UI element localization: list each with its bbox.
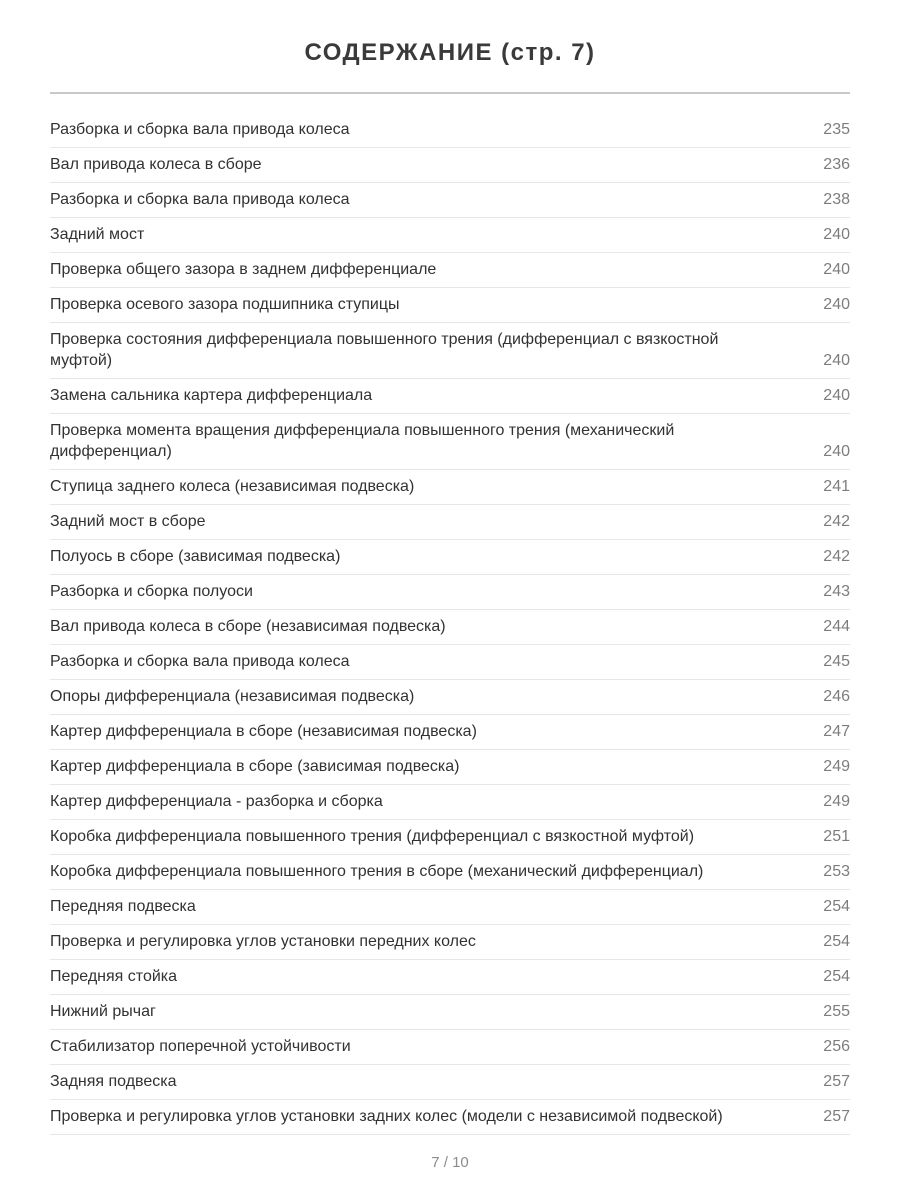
toc-entry[interactable] [50, 1100, 850, 1135]
toc-entry-page: 257 [823, 1108, 850, 1125]
toc-entry-title: Картер дифференциала - разборка и сборка [50, 793, 383, 810]
toc-entry[interactable] [50, 645, 850, 680]
toc-entry-title: Задняя подвеска [50, 1073, 177, 1090]
toc-entry[interactable] [50, 218, 850, 253]
toc-entry[interactable] [50, 288, 850, 323]
toc-entry[interactable] [50, 855, 850, 890]
toc-entry-title: Проверка и регулировка углов установки передних колес [50, 933, 476, 950]
toc-entry-title: Задний мост [50, 226, 145, 243]
toc-entry-title: Картер дифференциала в сборе (зависимая подвеска) [50, 758, 460, 775]
toc-entry-page: 249 [823, 758, 850, 775]
toc-entry-title: Вал привода колеса в сборе (независимая подвеска) [50, 618, 446, 635]
toc-entry-page: 240 [823, 387, 850, 404]
toc-entry-title: Задний мост в сборе [50, 513, 206, 530]
toc-entry-title: Коробка дифференциала повышенного трения (дифференциал с вязкостной муфтой) [50, 828, 695, 845]
toc-entry[interactable] [50, 323, 850, 379]
toc-list [50, 113, 850, 1135]
toc-entry[interactable] [50, 414, 850, 470]
toc-entry-page: 245 [823, 653, 850, 670]
toc-entry[interactable] [50, 183, 850, 218]
toc-entry[interactable] [50, 113, 850, 148]
toc-entry[interactable] [50, 890, 850, 925]
toc-entry-page: 249 [823, 793, 850, 810]
toc-entry-page: 240 [823, 443, 850, 460]
toc-entry-title: Вал привода колеса в сборе [50, 156, 262, 173]
toc-entry[interactable] [50, 995, 850, 1030]
toc-entry[interactable] [50, 1030, 850, 1065]
toc-entry-title: Ступица заднего колеса (независимая подвеска) [50, 478, 415, 495]
toc-entry-title: Нижний рычаг [50, 1003, 156, 1020]
page-title: СОДЕРЖАНИЕ (стр. 7) [304, 39, 596, 66]
toc-entry-page: 251 [823, 828, 850, 845]
toc-entry-title: Замена сальника картера дифференциала [50, 387, 373, 404]
toc-entry[interactable] [50, 505, 850, 540]
toc-entry[interactable] [50, 575, 850, 610]
toc-entry-page: 240 [823, 226, 850, 243]
toc-entry-title: Проверка момента вращения дифференциала повышенного трения (механический дифференциал) [50, 422, 675, 460]
toc-entry-page: 254 [823, 968, 850, 985]
toc-entry-page: 242 [823, 513, 850, 530]
toc-entry-title: Разборка и сборка вала привода колеса [50, 653, 350, 670]
toc-entry[interactable] [50, 1065, 850, 1100]
toc-entry-page: 238 [823, 191, 850, 208]
toc-entry-page: 254 [823, 933, 850, 950]
toc-entry[interactable] [50, 960, 850, 995]
toc-entry-page: 247 [823, 723, 850, 740]
toc-entry-title: Разборка и сборка вала привода колеса [50, 121, 350, 138]
toc-entry-title: Проверка состояния дифференциала повышенного трения (дифференциал с вязкостной муфтой) [50, 331, 719, 369]
toc-entry[interactable] [50, 785, 850, 820]
toc-entry-page: 257 [823, 1073, 850, 1090]
toc-entry-title: Проверка общего зазора в заднем дифференциале [50, 261, 437, 278]
toc-entry-title: Опоры дифференциала (независимая подвеска) [50, 688, 415, 705]
toc-entry-page: 240 [823, 296, 850, 313]
toc-entry-page: 235 [823, 121, 850, 138]
toc-entry-title: Полуось в сборе (зависимая подвеска) [50, 548, 341, 565]
toc-entry-page: 253 [823, 863, 850, 880]
toc-entry-page: 244 [823, 618, 850, 635]
toc-entry-page: 243 [823, 583, 850, 600]
toc-entry[interactable] [50, 470, 850, 505]
toc-entry-page: 256 [823, 1038, 850, 1055]
toc-entry-title: Коробка дифференциала повышенного трения в сборе (механический дифференциал) [50, 863, 704, 880]
toc-entry-title: Картер дифференциала в сборе (независимая подвеска) [50, 723, 477, 740]
toc-entry[interactable] [50, 715, 850, 750]
toc-entry-title: Передняя подвеска [50, 898, 196, 915]
toc-entry[interactable] [50, 610, 850, 645]
toc-entry-page: 241 [823, 478, 850, 495]
toc-entry-title: Передняя стойка [50, 968, 178, 985]
toc-entry-page: 242 [823, 548, 850, 565]
toc-entry-title: Разборка и сборка полуоси [50, 583, 253, 600]
toc-entry-page: 255 [823, 1003, 850, 1020]
toc-entry-page: 240 [823, 261, 850, 278]
toc-entry-title: Проверка осевого зазора подшипника ступицы [50, 296, 400, 313]
toc-entry[interactable] [50, 925, 850, 960]
toc-entry-page: 246 [823, 688, 850, 705]
toc-entry[interactable] [50, 820, 850, 855]
toc-entry[interactable] [50, 750, 850, 785]
toc-entry-title: Стабилизатор поперечной устойчивости [50, 1038, 351, 1055]
toc-entry-title: Проверка и регулировка углов установки задних колес (модели с независимой подвеской) [50, 1108, 723, 1125]
title-divider [50, 92, 850, 94]
toc-entry[interactable] [50, 148, 850, 183]
toc-entry[interactable] [50, 680, 850, 715]
page-indicator: 7 / 10 [431, 1154, 469, 1171]
toc-header [50, 0, 850, 66]
toc-entry[interactable] [50, 540, 850, 575]
toc-entry[interactable] [50, 253, 850, 288]
toc-entry[interactable] [50, 379, 850, 414]
toc-entry-title: Разборка и сборка вала привода колеса [50, 191, 350, 208]
toc-entry-page: 240 [823, 352, 850, 369]
toc-entry-page: 236 [823, 156, 850, 173]
toc-entry-page: 254 [823, 898, 850, 915]
